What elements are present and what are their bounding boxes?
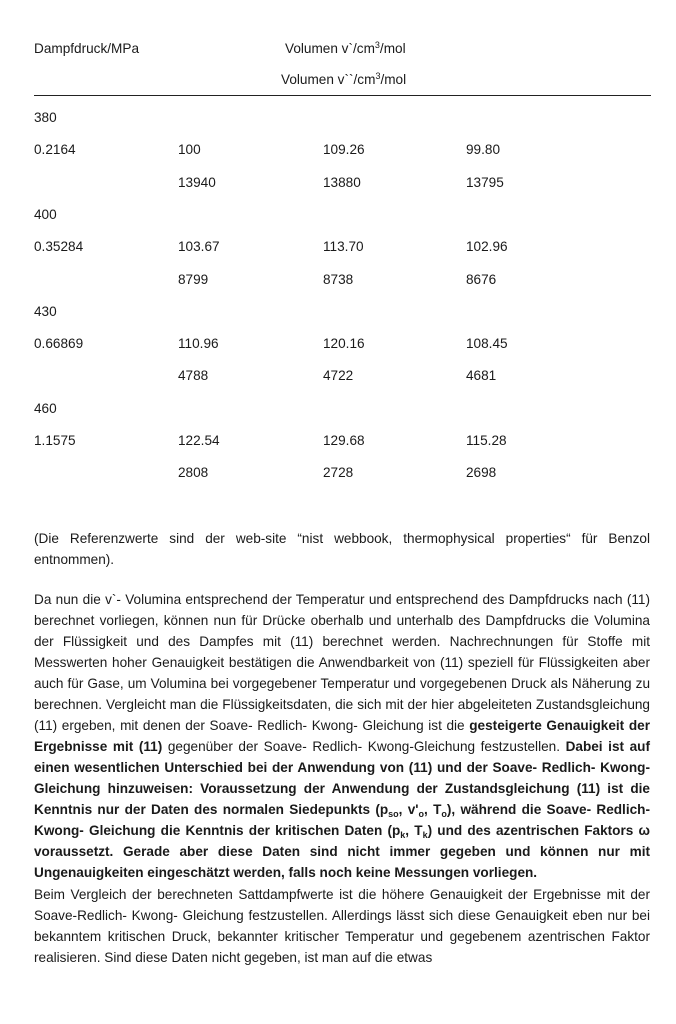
- vapor-volume-cell: 8676: [466, 271, 497, 287]
- header-pressure: Dampfdruck/MPa: [34, 41, 140, 56]
- vapor-volume-cell: 4722: [323, 368, 354, 384]
- paragraph-comparison: Beim Vergleich der berechneten Sattdampfwerte ist die höhere Genauigkeit der Ergebnisse mit der Soave-Redlich- Kwong- Gleichung festzustellen. Allerdings lässt sich diese Genauigkeit eben nur bei bekanntem kritischen Druck, bekannter kritischer Temperatur und gegebenem azentrischen Faktor realisieren. Sind diese Daten nicht gegeben, ist man auf die etwas: [34, 887, 650, 965]
- liquid-volume-cell: 122.54: [178, 433, 220, 448]
- liquid-volume-cell: 102.96: [466, 239, 508, 255]
- vapor-volume-cell: 8738: [323, 271, 354, 287]
- temperature-cell: 380: [34, 110, 57, 125]
- vapor-volume-cell: 2808: [178, 465, 209, 481]
- temperature-cell: 400: [34, 206, 57, 222]
- vapor-volume-cell: 2698: [466, 465, 497, 481]
- pressure-cell: 0.35284: [34, 239, 84, 255]
- table-header-rule: [34, 95, 651, 96]
- liquid-volume-cell: 100: [178, 142, 201, 158]
- vapor-volume-cell: 4788: [178, 368, 209, 384]
- vapor-volume-cell: 2728: [323, 465, 354, 481]
- liquid-volume-cell: 120.16: [323, 336, 365, 352]
- liquid-volume-cell: 110.96: [178, 336, 219, 352]
- pressure-cell: 1.1575: [34, 433, 76, 448]
- vapor-volume-cell: 4681: [466, 368, 497, 384]
- liquid-volume-cell: 103.67: [178, 239, 220, 255]
- vapor-volume-cell: 8799: [178, 271, 209, 287]
- vapor-volume-cell: 13940: [178, 174, 216, 190]
- header-volume-liquid: Volumen $v`/cm^3$/mol: [285, 40, 406, 56]
- pressure-cell: 0.2164: [34, 142, 76, 158]
- liquid-volume-cell: 99.80: [466, 142, 501, 158]
- temperature-cell: 460: [34, 400, 57, 416]
- vapor-volume-cell: 13795: [466, 174, 504, 190]
- vapor-volume-cell: 13880: [323, 174, 361, 190]
- paragraph-reference: (Die Referenzwerte sind der web-site “nist webbook, thermophysical properties“ für Benzol entnommen).: [34, 531, 650, 567]
- liquid-volume-cell: 109.26: [323, 142, 365, 158]
- temperature-cell: 430: [34, 303, 57, 319]
- liquid-volume-cell: 108.45: [466, 336, 508, 352]
- liquid-volume-cell: 129.68: [323, 433, 365, 448]
- liquid-volume-cell: 115.28: [466, 433, 507, 448]
- header-volume-vapor: Volumen $v``/cm^3$/mol: [281, 71, 407, 87]
- paragraph-main: Da nun die v`- Volumina entsprechend der Temperatur und entsprechend des Dampfdrucks nach (11) berechnet vorliegen, können nun für Drücke oberhalb und unterhalb des Dampfdrucks die Volumina der Flüssigkeit und des Dampfes mit (11) berechnet werden. Nachrechnungen für Stoffe mit Messwerten hoher Genauigkeit bestätigen die Anwendbarkeit von (11) speziell für Flüssigkeiten aber auch für Gase, um Volumina bei vorgegebener Temperatur und vorgegebenen Druck als Näherung zu berechnen. Vergleicht man die Flüssigkeitsdaten, die sich mit der hier abgeleiteten Zustandsgleichung (11) ergeben, mit denen der Soave- Redlich- Kwong- Gleichung ist die gesteigerte Genauigkeit der Ergebnisse mit (11) gegenüber der Soave- Redlich- Kwong-Gleichung festzustellen. Dabei ist auf einen wesentlichen Unterschied bei der Anwendung von (11) und der Soave- Redlich- Kwong-Gleichung hinzuweisen: Voraussetzung der Anwendung der Zustandsgleichung (11) ist die Kenntnis nur der Daten des normalen Siedepunkts ($p_{so}$, $v'_o$, $T_o$), während die Soave- Redlich-Kwong- Gleichung die Kenntnis der kritischen Daten ($p_k$, $T_k$) und des azentrischen Faktors ω voraussetzt. Gerade aber diese Daten sind nicht immer gegeben und können nur mit Ungenauigkeiten eingeschätzt werden, falls noch keine Messungen vorliegen.: [34, 592, 651, 880]
- pressure-cell: 0.66869: [34, 336, 84, 352]
- liquid-volume-cell: 113.70: [323, 239, 364, 255]
